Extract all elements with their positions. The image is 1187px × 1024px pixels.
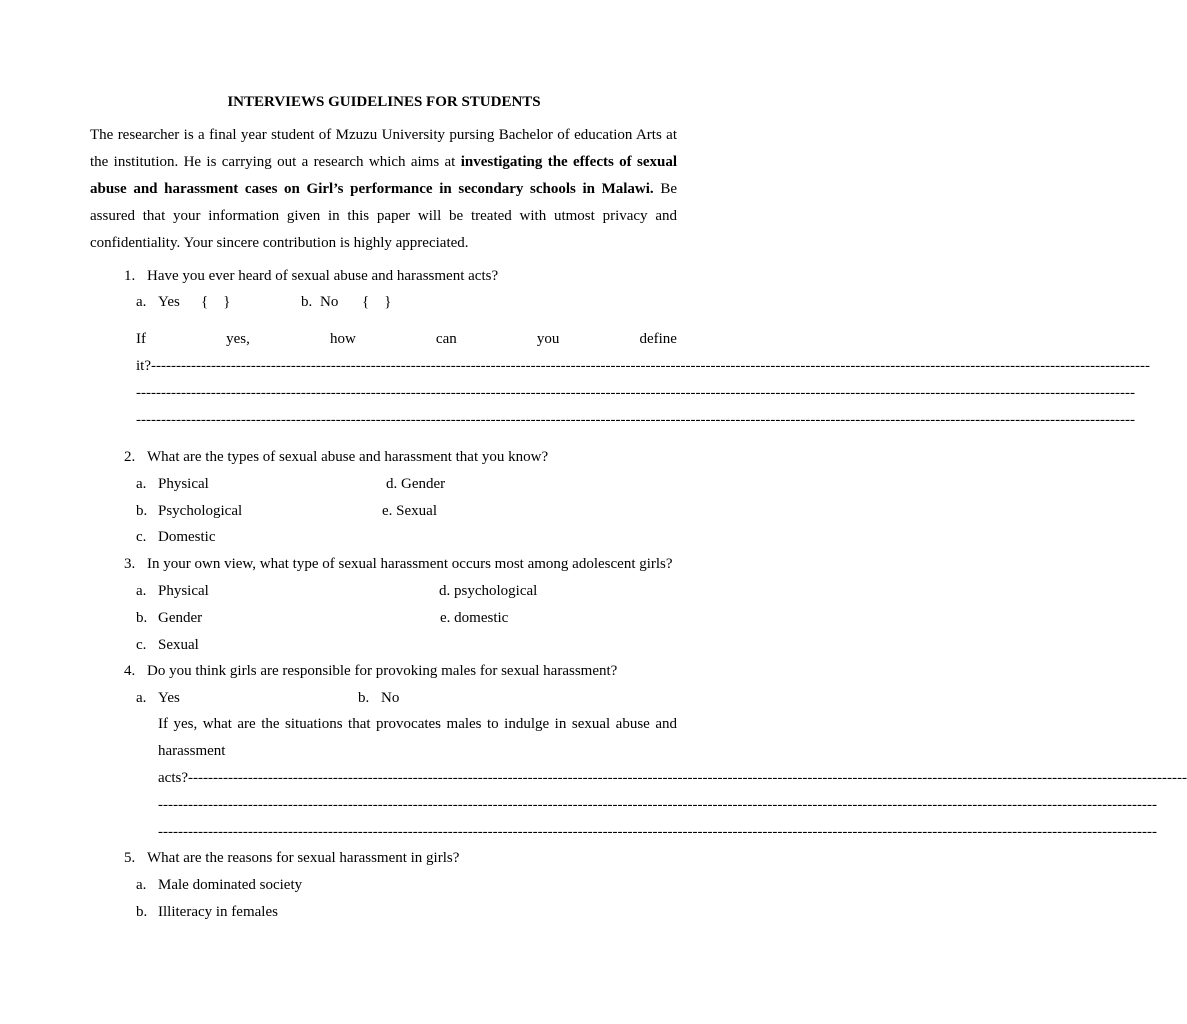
q3-option-d[interactable]: d. psychological <box>439 583 538 599</box>
q1-follow-word: yes, <box>226 331 250 347</box>
intro-text-1: The researcher is a final year student of Mzuzu University pursing Bachelor of education Arts at the institution. He is carrying out a research which aims at <box>90 127 677 170</box>
q1-follow-word: can <box>435 331 457 347</box>
q2-text: What are the types of sexual abuse and harassment that you know? <box>147 449 549 465</box>
q3-number: 3. <box>124 556 136 572</box>
q4-option-b[interactable]: No <box>381 690 400 706</box>
q5-number: 5. <box>124 850 136 866</box>
q4-text: Do you think girls are responsible for provoking males for sexual harassment? <box>147 663 618 679</box>
q1-option-a[interactable]: Yes <box>158 294 180 310</box>
q1-answer-dashes: -------------------------------------------------------------------------------------------------------------------------------------------------------------------------------------------------------- <box>151 358 1151 374</box>
q1-option-b-letter: b. <box>301 294 313 310</box>
q3-option-e[interactable]: e. domestic <box>440 610 509 626</box>
q1-option-a-letter: a. <box>136 294 147 310</box>
q5-option-a-letter: a. <box>136 877 147 893</box>
q1-option-b-box[interactable]: { } <box>362 294 392 310</box>
q1-answer-line-3[interactable]: -------------------------------------------------------------------------------------------------------------------------------------------------------------------------------------------------------- <box>136 412 1136 428</box>
q2-number: 2. <box>124 449 136 465</box>
q3-text: In your own view, what type of sexual harassment occurs most among adolescent girls? <box>147 556 673 572</box>
q4-answer-line-2[interactable]: -------------------------------------------------------------------------------------------------------------------------------------------------------------------------------------------------------- <box>158 797 1158 813</box>
q1-follow-end: it? <box>136 358 151 374</box>
q2-option-a-letter: a. <box>136 476 147 492</box>
q1-option-b[interactable]: No <box>320 294 339 310</box>
q1-answer-line-2[interactable]: -------------------------------------------------------------------------------------------------------------------------------------------------------------------------------------------------------- <box>136 385 1136 401</box>
q1-text: Have you ever heard of sexual abuse and harassment acts? <box>147 268 499 284</box>
q2-option-e[interactable]: e. Sexual <box>382 503 437 519</box>
q4-follow-up: If yes, what are the situations that provocates males to indulge in sexual abuse and harassment <box>158 716 677 759</box>
q4-answer-dashes: -------------------------------------------------------------------------------------------------------------------------------------------------------------------------------------------------------- <box>187 770 1187 786</box>
q4-option-b-letter: b. <box>358 690 370 706</box>
q1-follow-word: If <box>136 331 146 347</box>
intro-text-2: Be assured that your information given in this paper will be treated with utmost privacy and confidentiality. Your sincere contribution is highly appreciated. <box>90 181 677 251</box>
q3-option-c[interactable]: Sexual <box>158 637 199 653</box>
q3-option-a-letter: a. <box>136 583 147 599</box>
q1-number: 1. <box>124 268 136 284</box>
q3-option-a[interactable]: Physical <box>158 583 209 599</box>
q4-answer-line-3[interactable]: -------------------------------------------------------------------------------------------------------------------------------------------------------------------------------------------------------- <box>158 824 1158 840</box>
q1-option-a-box[interactable]: { } <box>201 294 231 310</box>
q3-option-c-letter: c. <box>136 637 147 653</box>
q2-option-c[interactable]: Domestic <box>158 529 216 545</box>
q5-option-b[interactable]: Illiteracy in females <box>158 904 278 920</box>
q5-option-b-letter: b. <box>136 904 148 920</box>
q1-follow-up-line <box>136 332 677 347</box>
q4-answer-line-1[interactable] <box>158 770 1187 786</box>
q4-number: 4. <box>124 663 136 679</box>
q1-answer-line-1[interactable] <box>136 358 1151 374</box>
q1-follow-word: define <box>639 331 677 347</box>
intro-paragraph <box>90 122 677 257</box>
q5-text: What are the reasons for sexual harassment in girls? <box>147 850 460 866</box>
q2-option-c-letter: c. <box>136 529 147 545</box>
q1-follow-word: how <box>329 331 356 347</box>
q4-option-a[interactable]: Yes <box>158 690 180 706</box>
intro-text-bold: investigating the effects of sexual abuse and harassment cases on Girl’s performance in secondary schools in Malawi. <box>90 154 677 197</box>
page-title: INTERVIEWS GUIDELINES FOR STUDENTS <box>227 94 541 110</box>
q2-option-a[interactable]: Physical <box>158 476 209 492</box>
q5-option-a[interactable]: Male dominated society <box>158 877 303 893</box>
q2-option-b-letter: b. <box>136 503 148 519</box>
q2-option-b[interactable]: Psychological <box>158 503 243 519</box>
q3-option-b[interactable]: Gender <box>158 610 203 626</box>
q4-option-a-letter: a. <box>136 690 147 706</box>
q2-option-d[interactable]: d. Gender <box>386 476 446 492</box>
q4-follow-end: acts? <box>158 770 188 786</box>
q3-option-b-letter: b. <box>136 610 148 626</box>
q1-follow-word: you <box>536 331 560 347</box>
